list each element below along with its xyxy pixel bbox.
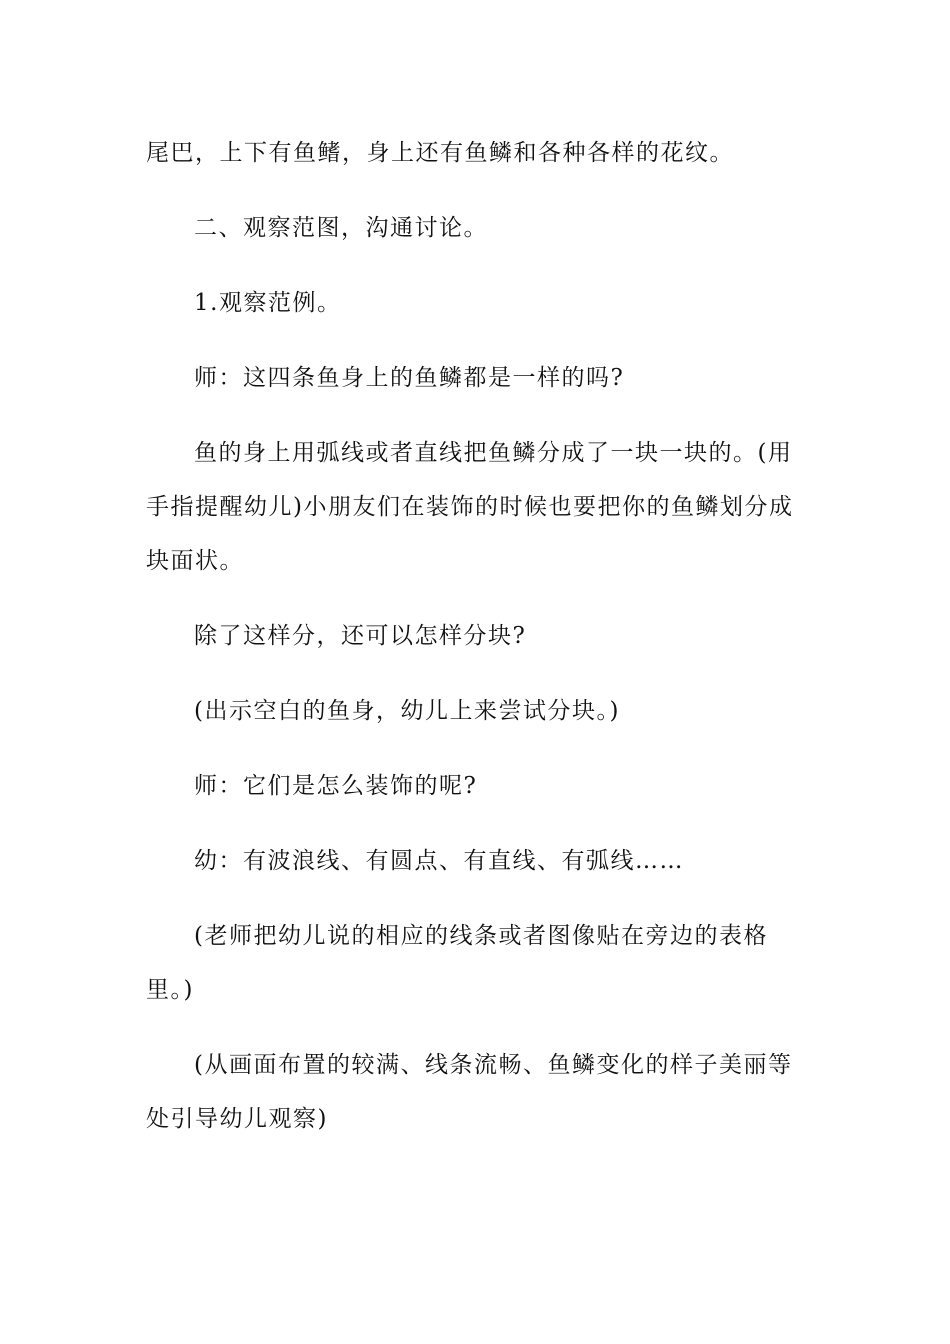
subsection-heading: 1.观察范例。 — [194, 290, 342, 316]
teacher-question: 除了这样分，还可以怎样分块? — [194, 623, 527, 649]
activity-note: (出示空白的鱼身，幼儿上来尝试分块。) — [194, 698, 620, 724]
teacher-question: 师：这四条鱼身上的鱼鳞都是一样的吗? — [194, 365, 625, 391]
section-heading: 二、观察范图，沟通讨论。 — [194, 215, 488, 241]
child-answer: 幼：有波浪线、有圆点、有直线、有弧线…… — [194, 848, 684, 874]
teacher-question: 师：它们是怎么装饰的呢? — [194, 773, 478, 799]
paragraph-continuation: 尾巴，上下有鱼鳍，身上还有鱼鳞和各种各样的花纹。 — [146, 140, 734, 166]
activity-note: (从画面布置的较满、线条流畅、鱼鳞变化的样子美丽等处引导幼儿观察) — [146, 1052, 793, 1132]
activity-note: (老师把幼儿说的相应的线条或者图像贴在旁边的表格里。) — [146, 923, 768, 1003]
explanation-paragraph: 鱼的身上用弧线或者直线把鱼鳞分成了一块一块的。(用手指提醒幼儿)小朋友们在装饰的时候也要把你的鱼鳞划分成块面状。 — [146, 440, 794, 574]
document-body — [146, 126, 806, 1167]
